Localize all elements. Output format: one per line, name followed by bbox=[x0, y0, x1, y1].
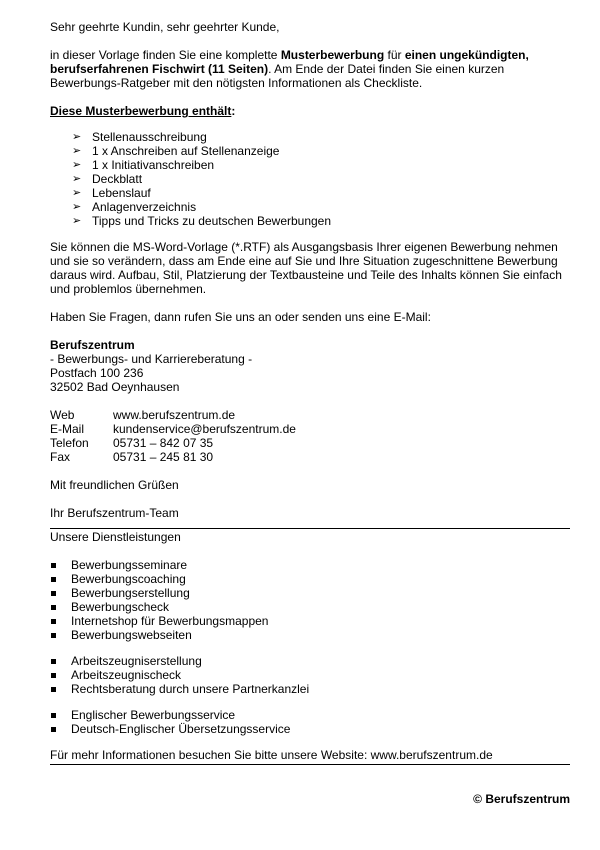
square-bullet-icon bbox=[51, 659, 56, 664]
signature-text: Ihr Berufszentrum-Team bbox=[50, 506, 179, 520]
intro-bold-profession: einen ungekündigten, berufserfahrenen Fischwirt (11 Seiten) bbox=[50, 48, 529, 76]
services-group-2 bbox=[50, 654, 570, 696]
list-item bbox=[50, 708, 570, 722]
list-item-label: Bewerbungswebseiten bbox=[71, 628, 192, 642]
fax-value: 05731 – 245 81 30 bbox=[113, 450, 214, 464]
square-bullet-icon bbox=[51, 727, 56, 732]
list-item bbox=[50, 614, 570, 628]
usage-paragraph: Sie können die MS-Word-Vorlage (*.RTF) als Ausgangsbasis Ihrer eigenen Bewerbung nehmen und sie so verändern, dass am Ende eine auf Sie und Ihre Situation zugeschnittene Bewerbung daraus wird. Aufbau, Stil, Platzierung der Textbausteine und Teile des Inhalts können Sie einfach und problemlos übernehmen. bbox=[50, 240, 562, 296]
closing-text: Mit freundlichen Grüßen bbox=[50, 478, 179, 492]
list-item-label: Deckblatt bbox=[92, 172, 143, 186]
list-item bbox=[50, 558, 570, 572]
list-item-label: Internetshop für Bewerbungsmappen bbox=[71, 614, 269, 628]
intro-text-3: . Am Ende der Datei finden Sie einen kurzen Bewerbungs-Ratgeber mit den nötigsten Informationen als Checkliste. bbox=[50, 62, 505, 90]
list-item bbox=[50, 654, 570, 668]
intro-text-2: für bbox=[384, 48, 405, 62]
square-bullet-icon bbox=[51, 673, 56, 678]
square-bullet-icon bbox=[51, 577, 56, 582]
email-link[interactable]: kundenservice@berufszentrum.de bbox=[113, 422, 296, 436]
arrow-bullet-icon: ➢ bbox=[72, 215, 82, 227]
list-item-label: Bewerbungscheck bbox=[71, 600, 170, 614]
list-item bbox=[72, 158, 570, 172]
list-item bbox=[72, 144, 570, 158]
list-item bbox=[50, 682, 570, 696]
phone-value: 05731 – 842 07 35 bbox=[113, 436, 214, 450]
contents-heading bbox=[50, 104, 570, 118]
contents-list bbox=[50, 130, 570, 228]
contact-row-email bbox=[50, 422, 296, 436]
intro-paragraph bbox=[50, 48, 570, 90]
more-info-text: Für mehr Informationen besuchen Sie bitte unsere Website: www.berufszentrum.de bbox=[50, 748, 493, 762]
list-item-label: Tipps und Tricks zu deutschen Bewerbungen bbox=[92, 214, 332, 228]
intro-bold-musterbewerbung: Musterbewerbung bbox=[280, 48, 385, 62]
list-item bbox=[72, 186, 570, 200]
square-bullet-icon bbox=[51, 605, 56, 610]
arrow-bullet-icon: ➢ bbox=[72, 201, 82, 213]
list-item-label: Anlagenverzeichnis bbox=[92, 200, 197, 214]
address-street: Postfach 100 236 bbox=[50, 366, 144, 380]
list-item-label: Arbeitszeugniserstellung bbox=[71, 654, 202, 668]
list-item bbox=[72, 200, 570, 214]
list-item-label: Arbeitszeugnischeck bbox=[71, 668, 182, 682]
list-item bbox=[72, 214, 570, 228]
contact-row-fax bbox=[50, 450, 296, 464]
list-item bbox=[72, 172, 570, 186]
arrow-bullet-icon: ➢ bbox=[72, 187, 82, 199]
web-link[interactable]: www.berufszentrum.de bbox=[113, 408, 236, 422]
questions-paragraph: Haben Sie Fragen, dann rufen Sie uns an oder senden uns eine E-Mail: bbox=[50, 310, 431, 324]
list-item bbox=[50, 600, 570, 614]
copyright-notice: © Berufszentrum bbox=[473, 792, 570, 806]
arrow-bullet-icon: ➢ bbox=[72, 145, 82, 157]
square-bullet-icon bbox=[51, 619, 56, 624]
list-item-label: Bewerbungsseminare bbox=[71, 558, 188, 572]
list-item-label: Englischer Bewerbungsservice bbox=[71, 708, 236, 722]
contact-label: Telefon bbox=[50, 436, 89, 450]
arrow-bullet-icon: ➢ bbox=[72, 131, 82, 143]
address-block bbox=[50, 338, 570, 394]
services-group-1 bbox=[50, 558, 570, 642]
services-group-3 bbox=[50, 708, 570, 736]
list-item bbox=[50, 628, 570, 642]
contact-table bbox=[50, 408, 296, 464]
address-org: Berufszentrum bbox=[50, 338, 135, 352]
arrow-bullet-icon: ➢ bbox=[72, 173, 82, 185]
list-item-label: 1 x Anschreiben auf Stellenanzeige bbox=[92, 144, 280, 158]
list-item bbox=[72, 130, 570, 144]
contact-label: E-Mail bbox=[50, 422, 85, 436]
contact-row-web bbox=[50, 408, 296, 422]
arrow-bullet-icon: ➢ bbox=[72, 159, 82, 171]
list-item bbox=[50, 722, 570, 736]
list-item-label: Lebenslauf bbox=[92, 186, 151, 200]
address-city: 32502 Bad Oeynhausen bbox=[50, 380, 180, 394]
list-item-label: 1 x Initiativanschreiben bbox=[92, 158, 215, 172]
list-item-label: Bewerbungserstellung bbox=[71, 586, 190, 600]
square-bullet-icon bbox=[51, 713, 56, 718]
address-tagline: - Bewerbungs- und Karriereberatung - bbox=[50, 352, 253, 366]
contents-title: Diese Musterbewerbung enthält bbox=[50, 104, 232, 118]
square-bullet-icon bbox=[51, 633, 56, 638]
services-title: Unsere Dienstleistungen bbox=[50, 530, 181, 544]
list-item-label: Rechtsberatung durch unsere Partnerkanzlei bbox=[71, 682, 310, 696]
square-bullet-icon bbox=[51, 687, 56, 692]
divider-bottom bbox=[50, 764, 570, 765]
list-item-label: Stellenausschreibung bbox=[92, 130, 207, 144]
list-item-label: Bewerbungscoaching bbox=[71, 572, 186, 586]
square-bullet-icon bbox=[51, 591, 56, 596]
greeting: Sehr geehrte Kundin, sehr geehrter Kunde, bbox=[50, 20, 280, 34]
contact-label: Web bbox=[50, 408, 75, 422]
list-item bbox=[50, 572, 570, 586]
list-item bbox=[50, 586, 570, 600]
list-item bbox=[50, 668, 570, 682]
list-item-label: Deutsch-Englischer Übersetzungsservice bbox=[71, 722, 291, 736]
divider-top bbox=[50, 528, 570, 529]
document-page bbox=[50, 20, 570, 765]
square-bullet-icon bbox=[51, 563, 56, 568]
intro-text-1: in dieser Vorlage finden Sie eine komplette bbox=[50, 48, 281, 62]
contact-label: Fax bbox=[50, 450, 71, 464]
contact-row-phone bbox=[50, 436, 296, 450]
contents-title-colon: : bbox=[231, 104, 236, 118]
